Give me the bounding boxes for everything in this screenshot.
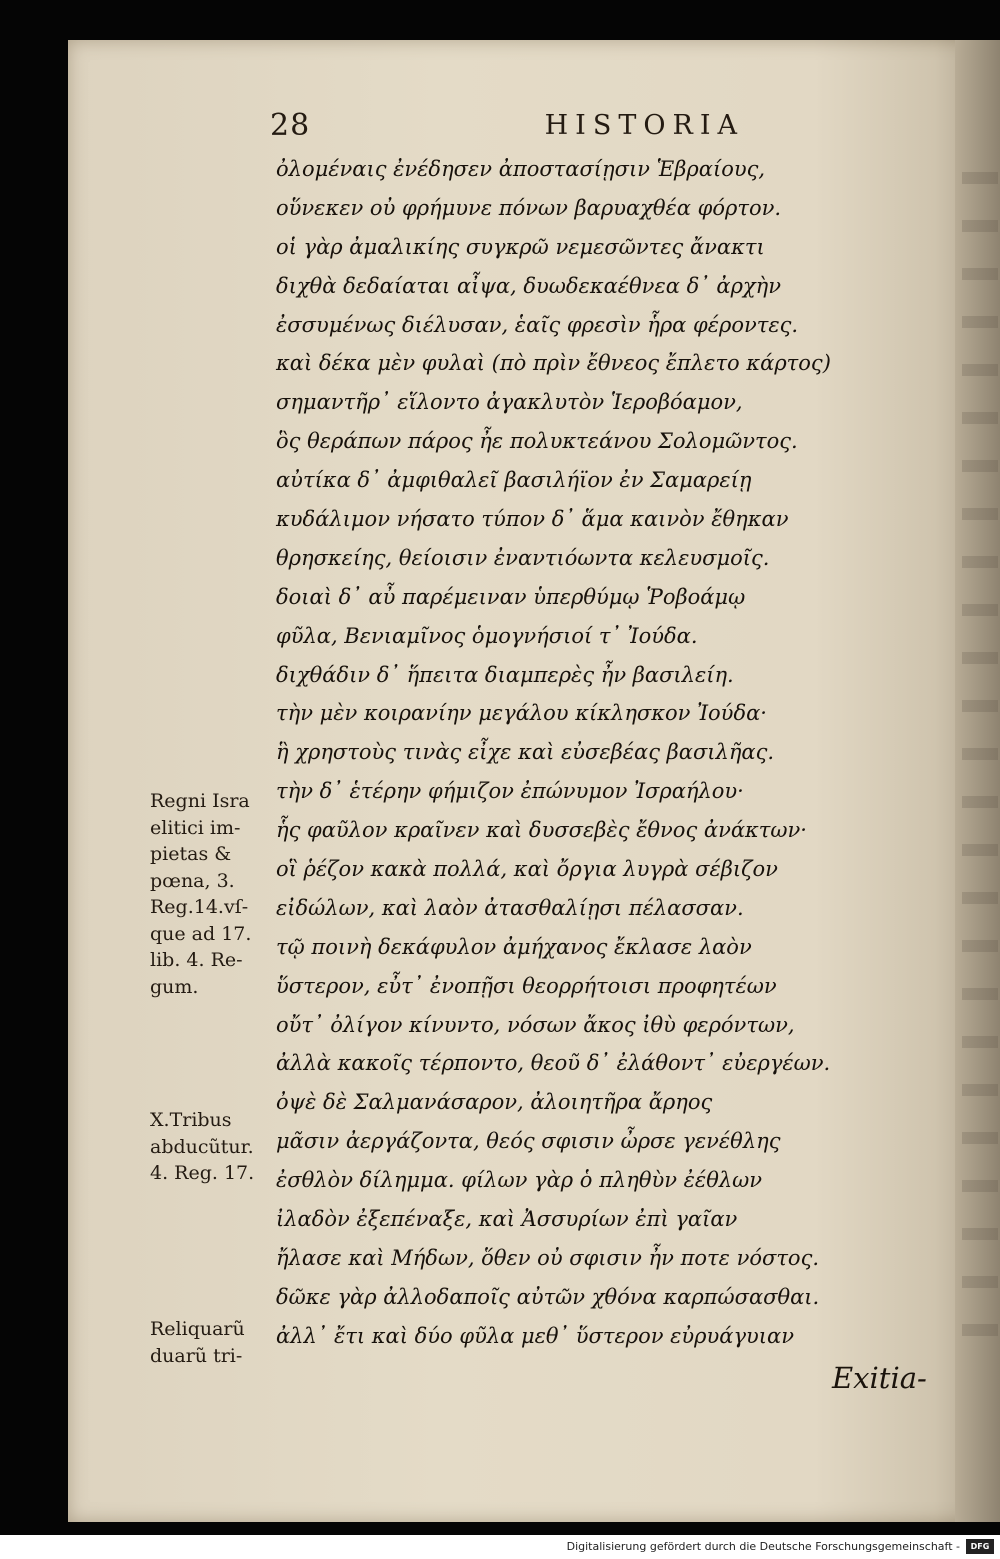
digitization-footer — [0, 1535, 1000, 1559]
text-line: τῷ ποινὴ δεκάφυλον ἀμήχανος ἔκλασε λαὸν — [276, 934, 752, 959]
text-line: τὴν μὲν κοιρανίην μεγάλου κίκλησκον Ἰούδα· — [276, 701, 767, 726]
text-line: ἧς φαῦλον κραῖνεν καὶ δυσσεβὲς ἔθνος ἀνάκτων· — [276, 818, 807, 843]
text-line: σημαντῆρ᾽ εἵλοντο ἀγακλυτὸν Ἱεροβόαμον, — [276, 390, 743, 415]
text-line: κυδάλιμον νήσατο τύπον δ᾽ ἅμα καινὸν ἔθηκαν — [276, 507, 789, 532]
text-line: ἰλαδὸν ἐξεπέναξε, καὶ Ἀσσυρίων ἐπὶ γαῖαν — [276, 1207, 738, 1232]
marginal-line: Reliquarũ — [150, 1318, 245, 1340]
text-line: ἐσθλὸν δίλημμα. φίλων γὰρ ὁ πληθὺν ἐέθλων — [276, 1168, 763, 1193]
catchword: Exitia- — [832, 1361, 927, 1395]
marginal-line: lib. 4. Re- — [150, 949, 243, 971]
marginal-line: 4. Reg. 17. — [150, 1162, 255, 1184]
text-line: ὕστερον, εὖτ᾽ ἐνοπῇσι θεορρήτοισι προφητέων — [276, 973, 777, 998]
running-title: HISTORIA — [544, 110, 744, 141]
text-line: ἀλλ᾽ ἔτι καὶ δύο φῦλα μεθ᾽ ὕστερον εὐρυάγυιαν — [276, 1323, 794, 1348]
text-line: δοιαὶ δ᾽ αὖ παρέμειναν ὑπερθύμῳ Ῥοβοάμῳ — [276, 584, 746, 609]
marginal-line: que ad 17. — [150, 922, 252, 945]
text-line: εἰδώλων, καὶ λαὸν ἀτασθαλίῃσι πέλασσαν. — [276, 895, 744, 920]
text-line: ὃς θεράπων πάρος ἦε πολυκτεάνου Σολομῶντος. — [276, 429, 798, 454]
marginal-line: elitici im- — [150, 816, 241, 839]
text-line: διχθὰ δεδαίαται αἶψα, δυωδεκαέθνεα δ᾽ ἀρχὴν — [276, 273, 781, 298]
text-line: ἀλλὰ κακοῖς τέρποντο, θεοῦ δ᾽ ἐλάθοντ᾽ εὐεργέων. — [276, 1051, 831, 1076]
marginal-note-regni-israelitici — [150, 788, 270, 1000]
text-line: ἤλασε καὶ Μήδων, ὅθεν οὐ σφισιν ἦν ποτε νόστος. — [276, 1245, 820, 1270]
marginal-line: pietas & — [150, 843, 232, 865]
marginal-line: X.Tribus — [150, 1109, 232, 1131]
text-line: μᾶσιν ἀεργάζοντα, θεός σφισιν ὦρσε γενέθλης — [276, 1129, 781, 1154]
text-line: φῦλα, Βενιαμῖνος ὁμογνήσιοί τ᾽ Ἰούδα. — [276, 623, 698, 648]
text-line: οὕνεκεν οὐ φρήμυνε πόνων βαρυαχθέα φόρτον. — [276, 195, 782, 220]
marginal-line: Regni Isra — [150, 790, 250, 812]
text-line: θρησκείης, θείοισιν ἐναντιόωντα κελευσμοῖς. — [276, 545, 770, 570]
text-line: οἱ γὰρ ἀμαλικίης συγκρῶ νεμεσῶντες ἄνακτι — [276, 234, 765, 259]
text-line: ἣ χρηστοὺς τινὰς εἶχε καὶ εὐσεβέας βασιλῆας. — [276, 740, 775, 765]
marginal-note-x-tribus — [150, 1107, 270, 1187]
marginal-line: abducũtur. — [150, 1135, 254, 1158]
text-line: δῶκε γὰρ ἀλλοδαποῖς αὐτῶν χθόνα καρπώσασθαι. — [276, 1284, 820, 1309]
greek-verse-text — [276, 150, 836, 1356]
page-header — [270, 108, 750, 148]
marginal-line: duarũ tri- — [150, 1344, 243, 1367]
text-line: διχθάδιν δ᾽ ἥπειτα διαμπερὲς ἦν βασιλείη. — [276, 662, 734, 687]
text-line: ὀψὲ δὲ Σαλμανάσαρον, ἀλοιητῆρα ἄρηος — [276, 1090, 713, 1115]
text-line: καὶ δέκα μὲν φυλαὶ (πὸ πρὶν ἔθνεος ἔπλετο κάρτος) — [276, 351, 831, 376]
marginal-line: Reg.14.vſ- — [150, 896, 249, 918]
text-line: οὔτ᾽ ὀλίγον κίνυντο, νόσων ἄκος ἰθὺ φερόντων, — [276, 1012, 795, 1037]
show-through-text — [962, 140, 998, 1340]
text-line: ὀλομέναις ἐνέδησεν ἀποστασίῃσιν Ἑβραίους, — [276, 157, 766, 181]
text-line: τὴν δ᾽ ἑτέρην φήμιζον ἐπώνυμον Ἰσραήλου· — [276, 779, 744, 804]
marginal-line: gum. — [150, 975, 199, 998]
marginal-note-reliquarum — [150, 1316, 270, 1369]
page-number: 28 — [270, 108, 311, 143]
text-line: αὐτίκα δ᾽ ἀμφιθαλεῖ βασιλήϊον ἐν Σαμαρείῃ — [276, 468, 752, 493]
dfg-logo-icon: DFG — [966, 1539, 994, 1554]
footer-credit: Digitalisierung gefördert durch die Deutsche Forschungsgemeinschaft - — [566, 1540, 960, 1553]
text-line: ἐσσυμένως διέλυσαν, ἑαῖς φρεσὶν ἧρα φέροντες. — [276, 312, 799, 337]
text-line: οἳ ῥέζον κακὰ πολλά, καὶ ὄργια λυγρὰ σέβιζον — [276, 857, 778, 882]
marginal-line: pœna, 3. — [150, 869, 235, 892]
